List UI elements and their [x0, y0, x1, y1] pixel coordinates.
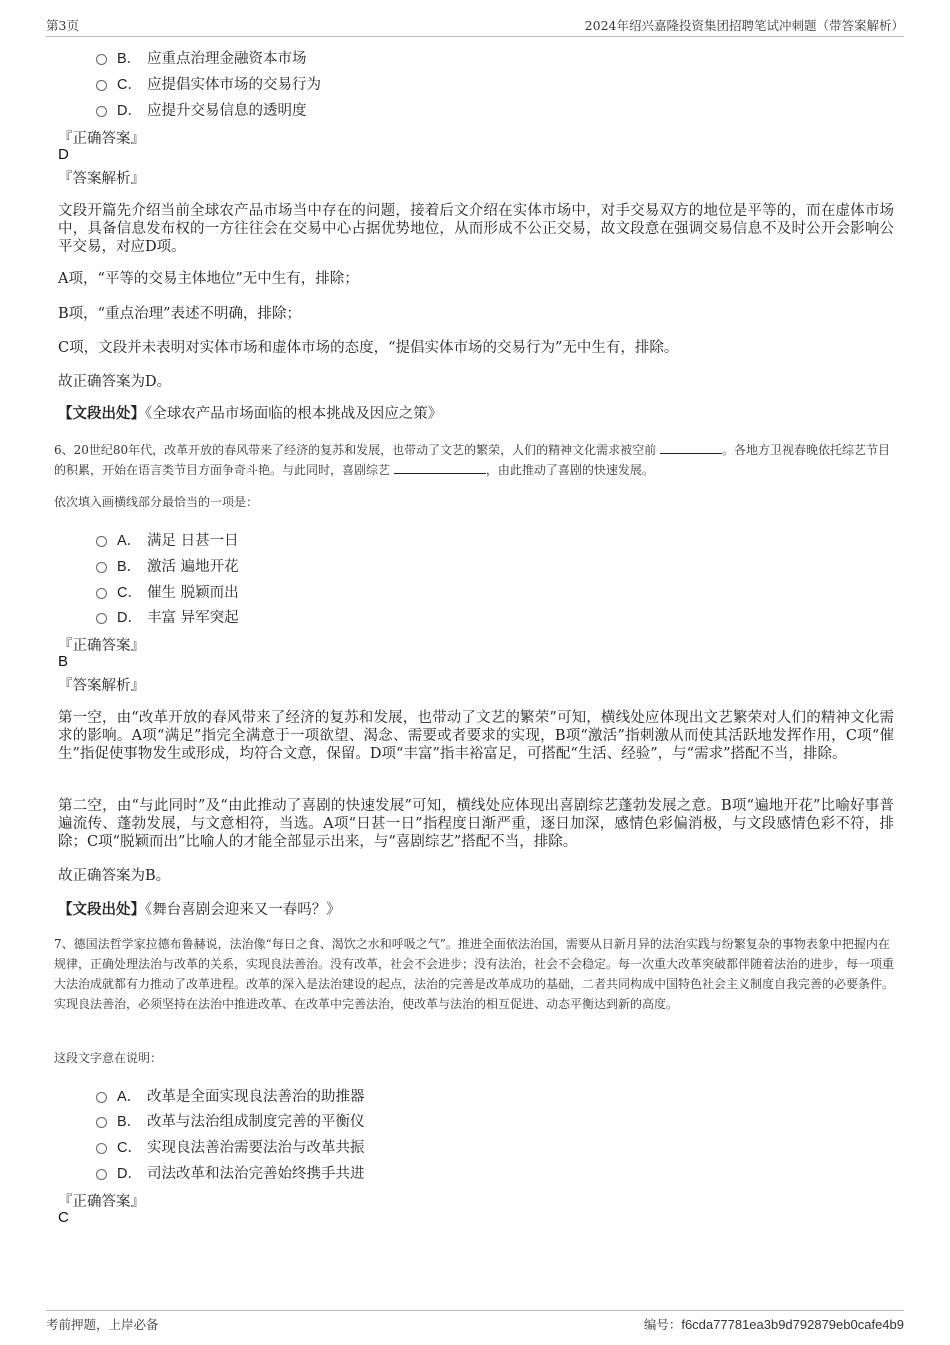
- q7-prompt: 这段文字意在说明：: [54, 1051, 163, 1065]
- source-label: 【文段出处】: [58, 405, 145, 422]
- radio-icon[interactable]: [96, 536, 107, 547]
- page-number: 第3页: [46, 18, 79, 33]
- radio-icon[interactable]: [96, 54, 107, 65]
- q6-stem-text: 6、20世纪80年代，改革开放的春风带来了经济的复苏和发展，也带动了文艺的繁荣，人们的精神文化需求被空前: [54, 443, 657, 457]
- footer-code-value: f6cda77781ea3b9d792879eb0cafe4b9: [681, 1317, 904, 1332]
- radio-icon[interactable]: [96, 1117, 107, 1128]
- q5-analysis-label: 『答案解析』: [58, 171, 145, 187]
- footer-code-label: 编号：: [643, 1317, 682, 1332]
- q5-option-d[interactable]: [96, 99, 307, 119]
- radio-icon[interactable]: [96, 106, 107, 117]
- q6-option-d[interactable]: [96, 606, 239, 626]
- option-letter: A．: [117, 532, 142, 549]
- q6-prompt: 依次填入画横线部分最恰当的一项是：: [54, 495, 259, 509]
- q5-option-c[interactable]: [96, 73, 321, 93]
- footer-slogan: 考前押题，上岸必备: [46, 1317, 159, 1332]
- option-letter: B．: [117, 558, 142, 575]
- document-title: 2024年绍兴嘉隆投资集团招聘笔试冲刺题（带答案解析）: [584, 18, 904, 33]
- q5-answer-value: D: [58, 146, 69, 163]
- option-text: 应提倡实体市场的交易行为: [147, 76, 321, 93]
- q5-analysis-paragraph: B项，“重点治理”表述不明确，排除；: [58, 306, 301, 322]
- q5-analysis-paragraph: 故正确答案为D。: [58, 374, 172, 390]
- radio-icon[interactable]: [96, 588, 107, 599]
- radio-icon[interactable]: [96, 1169, 107, 1180]
- q6-option-a[interactable]: [96, 529, 239, 549]
- source-label: 【文段出处】: [58, 901, 145, 918]
- q5-option-b[interactable]: [96, 47, 307, 67]
- source-title: 《全球农产品市场面临的根本挑战及因应之策》: [145, 406, 443, 422]
- q5-answer-label: 『正确答案』: [58, 131, 145, 147]
- option-letter: A．: [117, 1088, 142, 1105]
- q6-source: [58, 901, 894, 919]
- answer-blank: [660, 441, 722, 454]
- q7-stem: 7、德国法哲学家拉德布鲁赫说，法治像“每日之食、渴饮之水和呼吸之气”。推进全面依法治国，需要从日新月异的法治实践与纷繁复杂的事物表象中把握内在规律，正确处理法治与改革的关系，实现良法善治。没有改革，社会不会进步；没有法治，社会不会稳定。每一次重大改革突破都伴随着法治的进步，每一项重大法治成就都有力推动了改革进程。改革的深入是法治建设的起点，法治的完善是改革成功的基础，二者共同构成中国特色社会主义制度自我完善的必要条件。实现良法善治，必须坚持在法治中推进改革、在改革中完善法治，使改革与法治的相互促进、动态平衡达到新的高度。: [54, 937, 895, 1011]
- q6-analysis-label: 『答案解析』: [58, 678, 145, 694]
- q6-analysis-paragraph: 故正确答案为B。: [58, 868, 171, 884]
- q6-analysis-paragraph: 第二空，由“与此同时”及“由此推动了喜剧的快速发展”可知，横线处应体现出喜剧综艺蓬勃发展之意。B项“遍地开花”比喻好事普遍流传、蓬勃发展，与文意相符，当选。A项“日甚一日”指程度日渐严重，逐日加深，感情色彩偏消极，与文段感情色彩不符，排除；C项“脱颖而出”比喻人的才能全部显示出来，与“喜剧综艺”搭配不当，排除。: [58, 798, 894, 850]
- footer-code: [644, 1315, 904, 1333]
- q7-option-a[interactable]: [96, 1085, 365, 1105]
- option-text: 改革与法治组成制度完善的平衡仪: [147, 1113, 365, 1130]
- radio-icon[interactable]: [96, 613, 107, 624]
- q5-analysis-paragraph: A项，“平等的交易主体地位”无中生有，排除；: [58, 271, 359, 287]
- q6-option-b[interactable]: [96, 555, 239, 575]
- q6-option-c[interactable]: [96, 581, 239, 601]
- q5-analysis-paragraph: 文段开篇先介绍当前全球农产品市场当中存在的问题，接着后文介绍在实体市场中，对手交易双方的地位是平等的，而在虚体市场中，具备信息发布权的一方往往会在交易中心占据优势地位，从而形成不公正交易，故文段意在强调交易信息不及时公开会影响公平交易，对应D项。: [58, 203, 894, 255]
- radio-icon[interactable]: [96, 80, 107, 91]
- option-text: 满足 日甚一日: [147, 532, 239, 549]
- option-text: 丰富 异军突起: [147, 609, 239, 626]
- option-text: 催生 脱颖而出: [147, 584, 239, 601]
- option-text: 激活 遍地开花: [147, 558, 239, 575]
- option-text: 司法改革和法治完善始终携手共进: [147, 1165, 365, 1182]
- q7-answer-value: C: [58, 1209, 69, 1226]
- q6-answer-value: B: [58, 653, 69, 670]
- option-text: 应提升交易信息的透明度: [147, 102, 307, 119]
- page-header: [46, 14, 904, 37]
- option-letter: D．: [117, 1165, 142, 1182]
- option-text: 应重点治理金融资本市场: [147, 50, 307, 67]
- radio-icon[interactable]: [96, 562, 107, 573]
- option-text: 实现良法善治需要法治与改革共振: [147, 1139, 365, 1156]
- q6-answer-label: 『正确答案』: [58, 638, 145, 654]
- option-letter: C．: [117, 76, 142, 93]
- source-title: 《舞台喜剧会迎来又一春吗？》: [145, 902, 341, 918]
- q6-analysis-paragraph: 第一空，由“改革开放的春风带来了经济的复苏和发展，也带动了文艺的繁荣”可知，横线处应体现出文艺繁荣对人们的精神文化需求的影响。A项“满足”指完全满意于一项欲望、渴念、需要或者要求的实现，B项“激活”指刺激从而使其活跃地发挥作用，C项“催生”指促使事物发生或形成，均符合文意，保留。D项“丰富”指丰裕富足，可搭配“生活、经验”，与“需求”搭配不当，排除。: [58, 710, 894, 762]
- option-letter: D．: [117, 102, 142, 119]
- q7-option-c[interactable]: [96, 1136, 365, 1156]
- radio-icon[interactable]: [96, 1092, 107, 1103]
- q6-stem-text: ，由此推动了喜剧的快速发展。: [485, 463, 654, 477]
- option-letter: C．: [117, 584, 142, 601]
- option-letter: D．: [117, 609, 142, 626]
- option-text: 改革是全面实现良法善治的助推器: [147, 1088, 365, 1105]
- option-letter: C．: [117, 1139, 142, 1156]
- q6-stem: [54, 440, 894, 480]
- q5-analysis-paragraph: C项，文段并未表明对实体市场和虚体市场的态度，“提倡实体市场的交易行为”无中生有，排除。: [58, 340, 679, 356]
- answer-blank: [394, 461, 486, 474]
- radio-icon[interactable]: [96, 1143, 107, 1154]
- q6-stem-text: 。各地方卫视春晚依托综艺节目的积累，开始在语言类节目方面争奇斗艳。与此同时，喜剧综艺: [54, 443, 891, 477]
- q7-option-d[interactable]: [96, 1162, 365, 1182]
- q5-source: [58, 405, 894, 423]
- option-letter: B．: [117, 50, 142, 67]
- option-letter: B．: [117, 1113, 142, 1130]
- q7-answer-label: 『正确答案』: [58, 1194, 145, 1210]
- q7-option-b[interactable]: [96, 1110, 365, 1130]
- page-footer: [46, 1310, 904, 1333]
